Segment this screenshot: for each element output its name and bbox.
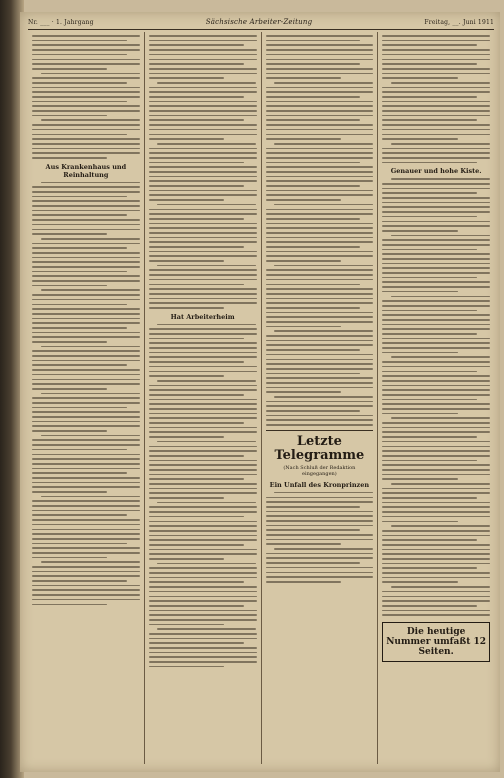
column-1 — [28, 32, 145, 764]
divider — [266, 430, 374, 431]
text-block — [149, 324, 257, 668]
text-block — [149, 35, 257, 308]
newspaper-page — [20, 12, 500, 772]
column-3 — [262, 32, 379, 764]
page-header — [28, 15, 494, 30]
text-block — [382, 178, 490, 616]
column-2 — [145, 32, 262, 764]
article-heading: Genauer und hohe Kiste. — [390, 167, 482, 176]
article-heading: Ein Unfall des Kronprinzen — [269, 480, 370, 489]
section-heading: Letzte Telegramme — [274, 433, 365, 463]
issue-number: Nr. ___ · 1. Jahrgang — [28, 18, 94, 26]
text-block — [32, 35, 140, 158]
columns — [28, 32, 494, 764]
masthead: Sächsische Arbeiter-Zeitung — [205, 18, 313, 26]
text-block — [266, 35, 374, 426]
column-4 — [378, 32, 494, 764]
article-heading: Aus Krankenhaus und Reinhaltung — [45, 162, 127, 179]
article-heading: Hat Arbeiterheim — [170, 312, 235, 321]
section-subheading: (Nach Schluß der Redaktion eingegangen) — [283, 464, 356, 477]
text-block — [266, 492, 374, 583]
text-block — [382, 35, 490, 163]
issue-date: Freitag, __. Juni 1911 — [424, 18, 494, 26]
text-block — [32, 182, 140, 605]
page-count-notice: Die heutige Nummer umfaßt 12 Seiten. — [382, 622, 490, 662]
